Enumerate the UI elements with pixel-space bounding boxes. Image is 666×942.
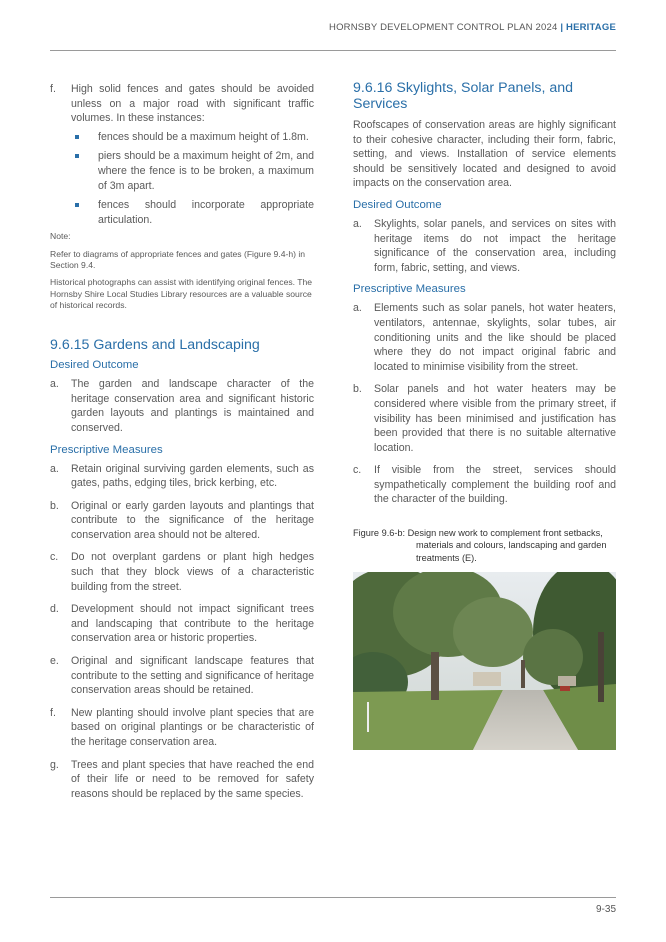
prescriptive-item [50, 499, 314, 543]
item-text: The garden and landscape character of the heritage conservation area and significant historic garden layouts and plantings is maintained and conserved. [71, 378, 314, 434]
bullet-icon [75, 154, 79, 158]
prescriptive-item [50, 758, 314, 802]
figure-caption-line: Design new work to complement front setbacks, [407, 528, 603, 539]
figure-caption-line: materials and colours, landscaping and garden [416, 540, 607, 551]
fence-bullet [71, 130, 314, 145]
fence-bullet [71, 198, 314, 227]
list-marker: a. [353, 302, 362, 315]
item-text: Elements such as solar panels, hot water heaters, ventilators, antennae, skylights, solar tubes, air conditioning units and the like should be placed where they do not impact original fabric and located to minimise visibility from the street. [374, 302, 616, 373]
desired-outcome-heading: Desired Outcome [50, 359, 139, 372]
figure-caption-line: treatments (E). [416, 552, 477, 563]
list-marker: f. [50, 83, 56, 95]
desired-item [353, 217, 616, 275]
item-text: If visible from the street, services should sympathetically complement the building roof and the character of the building. [374, 464, 616, 506]
prescriptive-measures-heading: Prescriptive Measures [353, 283, 466, 296]
list-marker: c. [353, 464, 362, 477]
list-marker: b. [50, 499, 59, 512]
note-label: Note: [50, 231, 71, 242]
prescriptive-item [50, 550, 314, 594]
prescriptive-item [50, 602, 314, 646]
item-text: Skylights, solar panels, and services on sites with heritage items do not impact the heritage significance of the conservation area, including form, fabric, setting, and views. [374, 217, 616, 274]
bullet-text: fences should be a maximum height of 1.8m. [98, 130, 309, 143]
prescriptive-item [50, 462, 314, 491]
desired-outcome-heading: Desired Outcome [353, 198, 442, 211]
bullet-text: fences should incorporate appropriate articulation. [98, 199, 314, 226]
prescriptive-item [50, 706, 314, 750]
desired-item [50, 377, 314, 435]
page-number: 9-35 [595, 904, 616, 915]
right-column [353, 80, 616, 750]
item-text: Development should not impact significant trees and landscaping that contribute to the heritage conservation area or historic properties. [71, 603, 314, 645]
prescriptive-item [353, 463, 616, 507]
running-header [329, 22, 616, 33]
prescriptive-item [353, 382, 616, 455]
section-heading-skylights: 9.6.16 Skylights, Solar Panels, and Services [353, 80, 574, 112]
header-rule [50, 50, 616, 51]
section-heading-gardens: 9.6.15 Gardens and Landscaping [50, 337, 260, 354]
item-text: New planting should involve plant species that are based on original plantings or be characteristic of the heritage conservation area. [71, 706, 314, 748]
item-text: Solar panels and hot water heaters may be considered where visible from the primary street, if visibility has been minimised and justification has been provided that there is no suitable alternative location. [374, 383, 616, 454]
bullet-icon [75, 203, 79, 207]
list-marker: a. [50, 378, 59, 391]
left-column [50, 82, 314, 809]
note-text: Historical photographs can assist with identifying original fences. The Hornsby Shire Local Studies Library resources are a valuable source of historical records. [50, 277, 313, 310]
list-marker: a. [50, 462, 59, 475]
intro-paragraph: Roofscapes of conservation areas are highly significant to their cohesive character, including their form, fabric, setting, and views. Installation of service elements should be sensitively located and designed to avoid impacts on the conservation area. [353, 119, 616, 190]
item-text: Original or early garden layouts and plantings that contribute to the significance of the heritage conservation area should not be altered. [71, 499, 314, 541]
figure-label: Figure 9.6-b: [353, 528, 406, 539]
list-marker: e. [50, 655, 59, 668]
list-marker: g. [50, 758, 59, 771]
list-marker: d. [50, 603, 59, 616]
list-marker: c. [50, 551, 59, 564]
fences-text: High solid fences and gates should be avoided unless on a major road with significant traffic volumes. In these instances: [71, 83, 314, 125]
item-text: Do not overplant gardens or plant high hedges such that they block views of a characteristic building from the street. [71, 551, 314, 593]
header-separator: | [560, 22, 564, 33]
prescriptive-item [50, 654, 314, 698]
header-section: HERITAGE [566, 22, 616, 33]
prescriptive-item [353, 301, 616, 374]
fence-bullet [71, 149, 314, 193]
item-text: Trees and plant species that have reached the end of their life or need to be removed for safety reasons should be replaced by the same species. [71, 758, 314, 800]
bullet-text: piers should be a maximum height of 2m, and where the fence is to be broken, a maximum of 3m apart. [98, 150, 314, 192]
list-marker: b. [353, 383, 362, 396]
header-doc-title: HORNSBY DEVELOPMENT CONTROL PLAN 2024 [329, 22, 558, 33]
street-photo [353, 572, 616, 750]
prescriptive-measures-heading: Prescriptive Measures [50, 443, 163, 456]
note-text: Refer to diagrams of appropriate fences and gates (Figure 9.4-h) in Section 9.4. [50, 248, 306, 270]
bullet-icon [75, 135, 79, 139]
item-text: Original and significant landscape features that contribute to the setting and significance of heritage conservation areas should be retained. [71, 655, 314, 697]
list-marker: a. [353, 217, 362, 230]
list-marker: f. [50, 706, 56, 719]
figure-caption [353, 527, 616, 564]
footer-rule [50, 897, 616, 898]
fences-item [50, 82, 314, 126]
item-text: Retain original surviving garden elements, such as gates, paths, edging tiles, brick kerbing, etc. [71, 462, 314, 490]
